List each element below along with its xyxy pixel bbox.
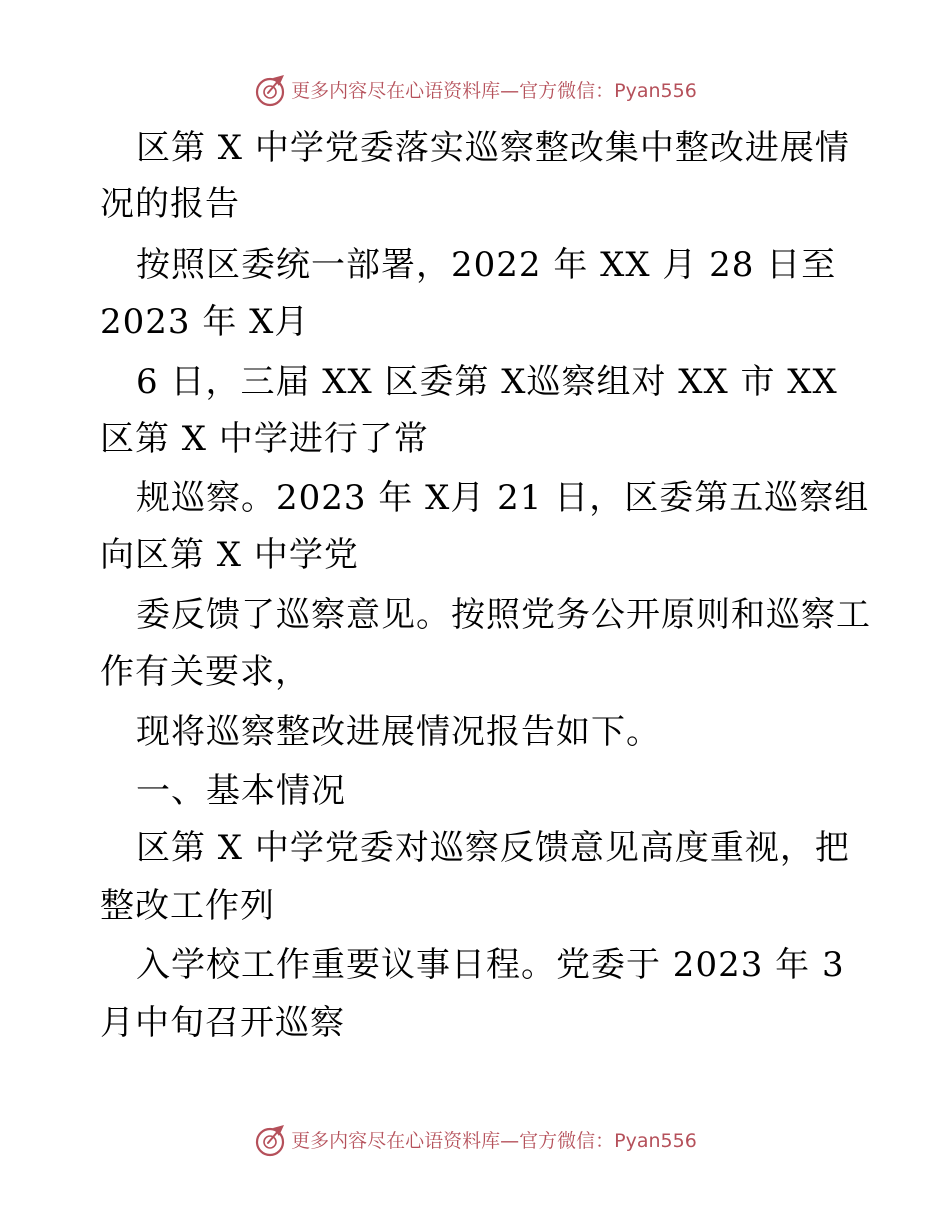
doc-line: 入学校工作重要议事日程。党委于 2023 年 3 <box>136 945 845 985</box>
doc-line: 现将巡察整改进展情况报告如下。 <box>136 712 661 752</box>
doc-line: 6 日，三届 XX 区委第 X巡察组对 XX 市 XX <box>136 362 838 402</box>
doc-line: 规巡察。2023 年 X月 21 日，区委第五巡察组 <box>136 478 870 518</box>
doc-line: 区第 X 中学党委落实巡察整改集中整改进展情 <box>136 128 850 168</box>
doc-line: 按照区委统一部署，2022 年 XX 月 28 日至 <box>136 245 837 285</box>
watermark-text: 更多内容尽在心语资料库—官方微信：Pyan556 <box>291 1130 697 1152</box>
doc-line: 向区第 X 中学党 <box>100 535 359 575</box>
doc-line: 整改工作列 <box>100 886 275 926</box>
doc-line: 月中旬召开巡察 <box>100 1003 345 1043</box>
doc-line: 况的报告 <box>100 184 240 224</box>
doc-line: 区第 X 中学进行了常 <box>100 419 429 459</box>
doc-line: 区第 X 中学党委对巡察反馈意见高度重视，把 <box>136 828 850 868</box>
watermark-banner-bottom <box>0 1124 950 1158</box>
watermark-banner-top <box>0 74 950 108</box>
doc-line: 作有关要求， <box>100 652 310 692</box>
doc-line: 委反馈了巡察意见。按照党务公开原则和巡察工 <box>136 595 871 635</box>
watermark-text: 更多内容尽在心语资料库—官方微信：Pyan556 <box>291 80 697 102</box>
quill-pen-circle-icon <box>253 74 287 108</box>
doc-line: 2023 年 X月 <box>100 302 310 342</box>
section-heading: 一、基本情况 <box>136 771 346 811</box>
quill-pen-circle-icon <box>253 1124 287 1158</box>
